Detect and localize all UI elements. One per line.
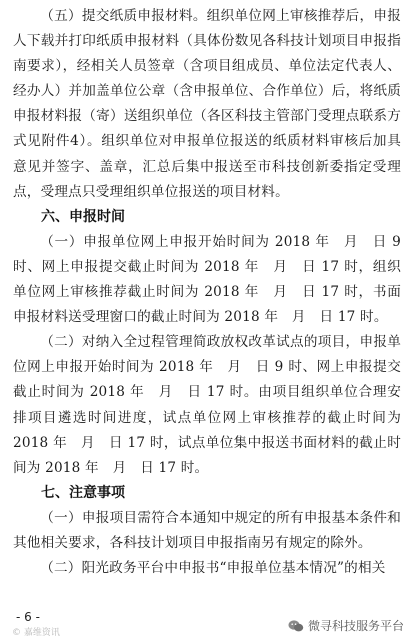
watermark-right [288, 617, 404, 634]
watermark-left: © 嘉维资讯 [12, 628, 60, 638]
paragraph-notes-1: （一）申报项目需符合本通知中规定的所有申报基本条件和其他相关要求，各科技计划项目申报指南另有规定的除外。 [13, 509, 401, 551]
wechat-icon [288, 619, 304, 633]
section-heading-application-time: 六、申报时间 [41, 208, 125, 225]
paragraph-notes-2: （二）阳光政务平台中申报书“申报单位基本情况”的相关 [40, 560, 386, 577]
page-number: - 6 - [16, 610, 40, 624]
paragraph-application-time-1: （一）申报单位网上申报开始时间为 2018 年 月 日 9 时、网上申报提交截止时间为 2018 年 月 日 17 时，组织单位网上审核推荐截止时间为 2018 年 月 日 17 时，书面申报材料送受理窗口的截止时间为 2018 年 月 日 17 时。 [13, 233, 401, 326]
watermark-right-text: 微寻科技服务平台 [307, 619, 404, 633]
section-heading-notes: 七、注意事项 [41, 484, 125, 501]
paragraph-submit-paper-materials: （五）提交纸质申报材料。组织单位网上审核推荐后，申报人下载并打印纸质申报材料（具体份数见各科技计划项目申报指南要求），经相关人员签章（含项目组成员、单位法定代表人、经办人）并加盖单位公章（含申报单位、合作单位）后，将纸质申报材料报（寄）送组织单位（各区科技主管部门受理点联系方式见附件4）。组织单位对申报单位报送的纸质材料审核后加具意见并签字、盖章，汇总后集中报送至市科技创新委指定受理点，受理点只受理组织单位报送的项目材料。 [13, 8, 401, 200]
paragraph-application-time-2: （二）对纳入全过程管理简政放权改革试点的项目，申报单位网上申报开始时间为 2018 年 月 日 9 时、网上申报提交截止时间为 2018 年 月 日 17 时。由项目组织单位合理安排项目遴选时间进度，试点单位网上审核推荐的截止时间为 2018 年 月 日 17 时，试点单位集中报送书面材料的截止时间为 2018 年 月 日 17 时。 [13, 334, 401, 476]
page-footer [0, 608, 414, 641]
